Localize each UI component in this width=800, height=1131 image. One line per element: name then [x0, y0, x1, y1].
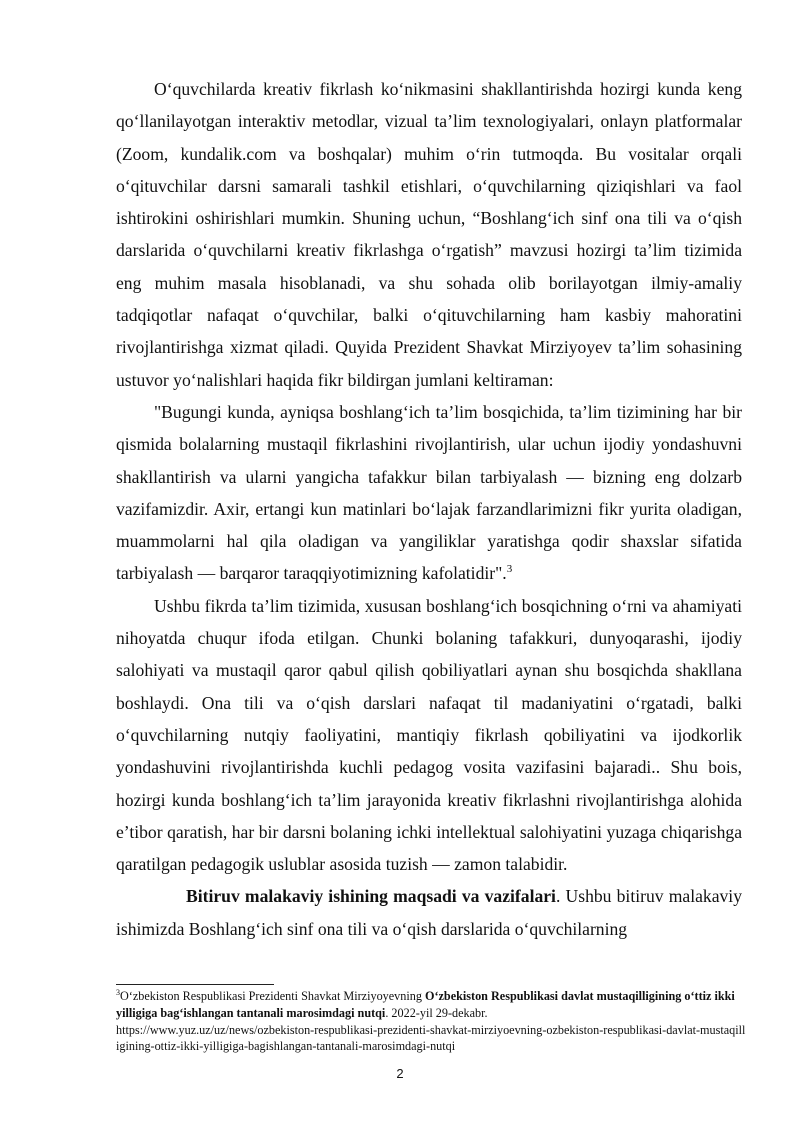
page-number: 2	[396, 1066, 404, 1081]
paragraph-intro-text: O‘quvchilarda kreativ fikrlash ko‘nikmasini shakllantirishda hozirgi kunda keng qo‘llanilayotgan interaktiv metodlar, vizual ta’lim texnologiyalari, onlayn platformalar (Zoom, kundalik.com va boshqalar) muhim o‘rin tutmoqda. Bu vositalar orqali o‘qituvchilar darsni samarali tashkil etishlari, o‘quvchilarning qiziqishlari va faol ishtirokini oshirishlari mumkin. Shuning uchun, “Boshlang‘ich sinf ona tili va o‘qish darslarida o‘quvchilarni kreativ fikrlashga o‘rgatish” mavzusi hozirgi ta’lim tizimida eng muhim masala hisoblanadi, va shu sohada olib borilayotgan ilmiy-amaliy tadqiqotlar nafaqat o‘quvchilar, balki o‘qituvchilarning ham kasbiy mahoratini rivojlantirishga xizmat qiladi. Quyida Prezident Shavkat Mirziyoyev ta’lim sohasining ustuvor yo‘nalishlari haqida fikr bildirgan jumlani keltiraman:	[116, 79, 742, 390]
goal-text: . Ushbu bitiruv malakaviy ishimizda Boshlang‘ich sinf ona tili va o‘qish darslarida o‘quvchilarning	[116, 886, 742, 939]
footnote-number: 3	[116, 987, 120, 997]
paragraph-commentary	[116, 590, 742, 881]
goal-heading: Bitiruv malakaviy ishining maqsadi va vazifalari	[186, 886, 556, 907]
paragraph-intro	[116, 73, 742, 396]
footnote-date: . 2022-yil 29-dekabr.	[385, 1005, 488, 1020]
footnote-reference[interactable]: 3	[506, 563, 513, 576]
footnote-divider	[116, 984, 274, 985]
footnote-url[interactable]: https://www.yuz.uz/uz/news/ozbekiston-respublikasi-prezidenti-shavkat-mirziyoevning-ozbekiston-respublikasi-davlat-mustaqilligining-ottiz-ikki-yilligiga-bagishlangan-tantanali-marosimdagi-nutqi	[116, 1022, 746, 1054]
footnote-author: O‘zbekiston Respublikasi Prezidenti Shavkat Mirziyoyevning	[120, 989, 425, 1003]
paragraph-goal	[116, 880, 742, 945]
paragraph-commentary-text: Ushbu fikrda ta’lim tizimida, xususan boshlang‘ich bosqichning o‘rni va ahamiyati nihoyatda chuqur ifoda etilgan. Chunki bolaning tafakkuri, dunyoqarashi, ijodiy salohiyati va mustaqil qaror qabul qilish qobiliyatlari aynan shu bosqichda shakllana boshlaydi. Ona tili va o‘qish darslari nafaqat til madaniyatini o‘rgatadi, balki o‘quvchilarning nutqiy faoliyatini, mantiqiy fikrlash qobiliyatini va ijodkorlik yondashuvini rivojlantirishda kuchli pedagog vosita vazifasini bajaradi.. Shu bois, hozirgi kunda boshlang‘ich ta’lim jarayonida kreativ fikrlashni rivojlantirishga alohida e’tibor qaratish, har bir darsni bolaning ichki intellektual salohiyatini yuzaga chiqarishga qaratilgan pedagogik uslublar asosida tuzish — zamon talabidir.	[116, 595, 742, 875]
body-text	[116, 73, 742, 945]
footnote-title: O‘zbekiston Respublikasi davlat mustaqilligining o‘ttiz ikki yilligiga bag‘ishlangan tantanali marosimdagi nutqi	[116, 989, 735, 1020]
quote-text: "Bugungi kunda, ayniqsa boshlang‘ich ta’lim bosqichida, ta’lim tizimining har bir qismida bolalarning mustaqil fikrlashini rivojlantirish, ular uchun ijodiy yondashuvni shakllantirish va ularni yangicha tafakkur bilan tarbiyalash — bizning eng dolzarb vazifamizdir. Axir, ertangi kun matinlari bo‘lajak farzandlarimizni fikr yurita oladigan, muammolarni hal qila oladigan va yangiliklar yaratishga qodir shaxslar sifatida tarbiyalash — barqaror taraqqiyotimizning kafolatidir".	[116, 401, 742, 584]
footnote	[116, 988, 746, 1055]
paragraph-quote	[116, 396, 742, 590]
